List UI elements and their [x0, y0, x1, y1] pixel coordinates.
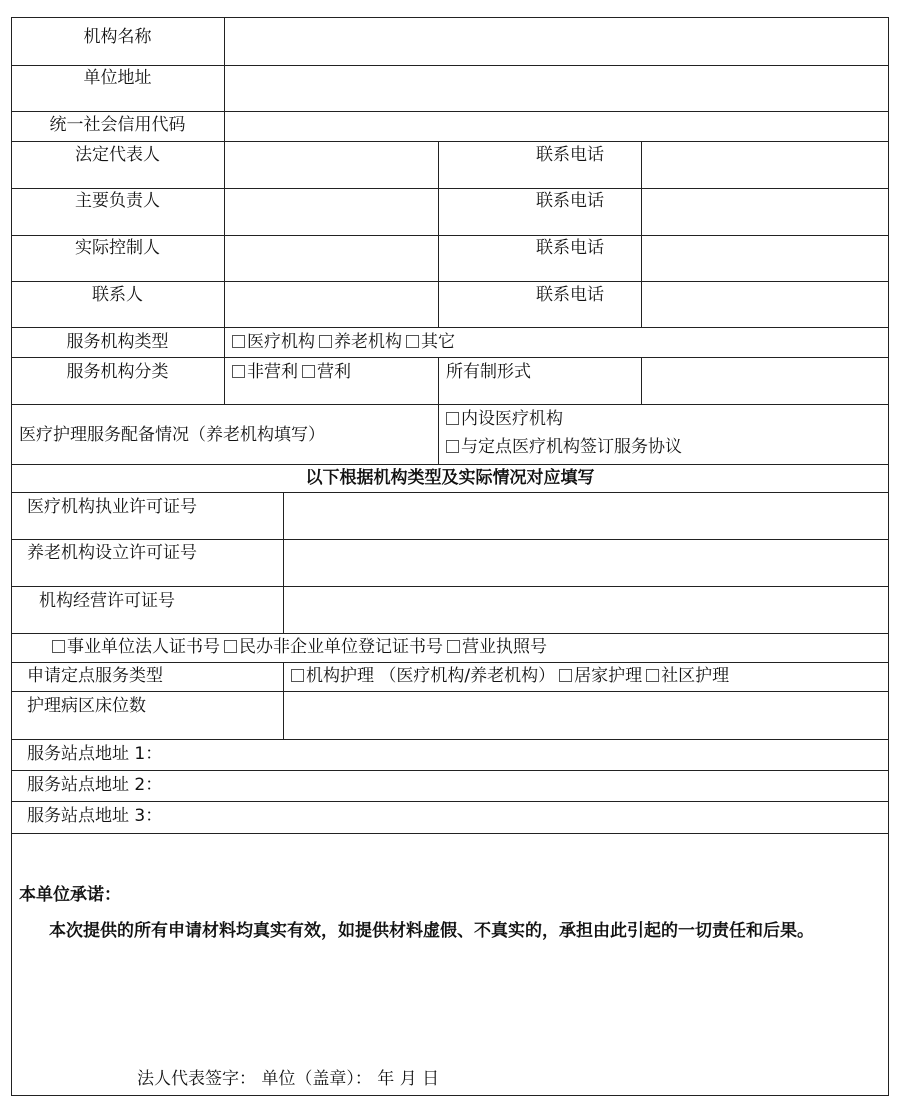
- medical-care-agreement[interactable]: [446, 436, 682, 458]
- option-label: 事业单位法人证书号: [67, 637, 220, 657]
- elderly-license-field[interactable]: [284, 540, 888, 586]
- ownership-label: 所有制形式: [446, 362, 531, 382]
- medical-license-field[interactable]: [284, 493, 888, 539]
- col-divider: [438, 141, 439, 328]
- cert-private-nonprofit[interactable]: [224, 637, 443, 657]
- controller-label: 实际控制人: [75, 238, 160, 258]
- option-label: 社区护理: [661, 666, 730, 686]
- main-person-label: 主要负责人: [75, 191, 160, 211]
- legal-rep-label: 法定代表人: [75, 145, 160, 165]
- legal-rep-phone-field[interactable]: [642, 142, 888, 188]
- apply-type-label: 申请定点服务类型: [27, 666, 163, 686]
- cert-options: [52, 636, 551, 658]
- option-label: 非营利: [247, 362, 298, 382]
- pledge-text: 本次提供的所有申请材料均真实有效，如提供材料虚假、不真实的，承担由此引起的一切责任和后果。: [49, 921, 814, 941]
- option-label: 营业执照号: [462, 637, 547, 657]
- org-name-label: 机构名称: [83, 27, 152, 47]
- row-divider: [11, 662, 889, 663]
- option-label: 其它: [421, 332, 455, 352]
- pledge-title: 本单位承诺：: [19, 885, 121, 905]
- checkbox[interactable]: [646, 669, 659, 682]
- business-license-label: 机构经营许可证号: [39, 591, 175, 611]
- option-label: 营利: [317, 362, 351, 382]
- service-class-label: 服务机构分类: [66, 362, 169, 382]
- col-divider: [438, 357, 439, 464]
- site3-label[interactable]: 服务站点地址 3：: [27, 806, 163, 826]
- option-label: 内设医疗机构: [461, 409, 563, 429]
- address-label: 单位地址: [83, 68, 152, 88]
- credit-code-label: 统一社会信用代码: [49, 115, 186, 135]
- medical-care-internal[interactable]: [446, 408, 563, 430]
- service-class-profit[interactable]: [302, 362, 351, 382]
- service-type-medical[interactable]: [232, 332, 315, 352]
- controller-phone-label: 联系电话: [536, 238, 604, 258]
- option-label: 养老机构: [334, 332, 402, 352]
- checkbox[interactable]: [446, 440, 459, 453]
- service-type-options: [232, 331, 459, 353]
- controller-phone-field[interactable]: [642, 236, 888, 281]
- apply-type-community[interactable]: [646, 666, 729, 686]
- service-class-options: [232, 361, 355, 383]
- row-divider: [11, 770, 889, 771]
- row-divider: [11, 833, 889, 834]
- contact-phone-field[interactable]: [642, 282, 888, 327]
- checkbox[interactable]: [406, 335, 419, 348]
- option-label: 居家护理: [574, 666, 643, 686]
- apply-type-options: [291, 665, 733, 687]
- row-divider: [11, 739, 889, 740]
- elderly-license-label: 养老机构设立许可证号: [27, 543, 197, 563]
- legal-rep-field[interactable]: [225, 142, 438, 188]
- beds-label: 护理病区床位数: [27, 696, 146, 716]
- row-divider: [11, 464, 889, 465]
- org-name-field[interactable]: [225, 18, 888, 65]
- row-divider: [11, 801, 889, 802]
- site2-label[interactable]: 服务站点地址 2：: [27, 775, 163, 795]
- controller-field[interactable]: [225, 236, 438, 281]
- ownership-field[interactable]: [642, 358, 888, 404]
- medical-care-label: 医疗护理服务配备情况（养老机构填写）: [19, 425, 325, 445]
- section-header: 以下根据机构类型及实际情况对应填写: [305, 468, 595, 488]
- credit-code-field[interactable]: [225, 112, 888, 141]
- service-type-other[interactable]: [406, 332, 455, 352]
- main-person-phone-field[interactable]: [642, 189, 888, 235]
- business-license-field[interactable]: [284, 587, 888, 633]
- main-person-field[interactable]: [225, 189, 438, 235]
- service-type-label: 服务机构类型: [66, 332, 169, 352]
- row-divider: [11, 633, 889, 634]
- service-class-nonprofit[interactable]: [232, 362, 298, 382]
- cert-business[interactable]: [447, 637, 547, 657]
- checkbox[interactable]: [232, 335, 245, 348]
- apply-type-home[interactable]: [559, 666, 642, 686]
- option-label: 医疗机构: [247, 332, 315, 352]
- beds-field[interactable]: [284, 692, 888, 739]
- cert-institution[interactable]: [52, 637, 220, 657]
- address-field[interactable]: [225, 66, 888, 111]
- checkbox[interactable]: [319, 335, 332, 348]
- signature-line: 法人代表签字： 单位（盖章）： 年 月 日: [137, 1069, 440, 1089]
- checkbox[interactable]: [291, 669, 304, 682]
- contact-field[interactable]: [225, 282, 438, 327]
- checkbox[interactable]: [52, 640, 65, 653]
- checkbox[interactable]: [224, 640, 237, 653]
- option-label: 民办非企业单位登记证书号: [239, 637, 443, 657]
- checkbox[interactable]: [232, 365, 245, 378]
- contact-label: 联系人: [92, 285, 143, 305]
- row-divider: [11, 404, 889, 405]
- checkbox[interactable]: [446, 412, 459, 425]
- site1-label[interactable]: 服务站点地址 1：: [27, 744, 163, 764]
- legal-rep-phone-label: 联系电话: [536, 145, 604, 165]
- service-type-elderly[interactable]: [319, 332, 402, 352]
- row-divider: [11, 327, 889, 328]
- main-person-phone-label: 联系电话: [536, 191, 604, 211]
- option-label: 与定点医疗机构签订服务协议: [461, 437, 682, 457]
- checkbox[interactable]: [447, 640, 460, 653]
- option-label: 机构护理 （医疗机构/养老机构）: [306, 666, 556, 686]
- medical-license-label: 医疗机构执业许可证号: [27, 497, 197, 517]
- contact-phone-label: 联系电话: [536, 285, 604, 305]
- checkbox[interactable]: [559, 669, 572, 682]
- apply-type-institution[interactable]: [291, 666, 555, 686]
- checkbox[interactable]: [302, 365, 315, 378]
